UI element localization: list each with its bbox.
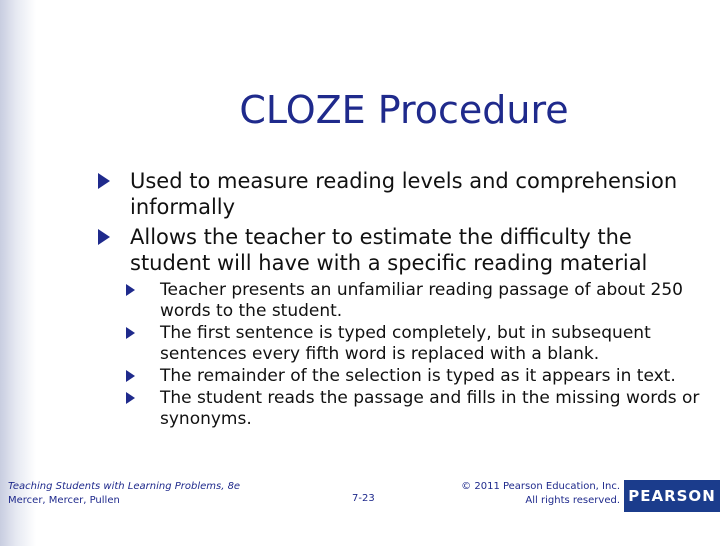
sub-bullet-arrow-icon [126, 392, 135, 404]
sub-bullet-text: The remainder of the selection is typed as it appears in text. [160, 366, 676, 386]
pearson-logo: PEARSON [624, 480, 720, 512]
sub-bullet-arrow-icon [126, 327, 135, 339]
sub-bullet-text: The student reads the passage and fills in the missing words or synonyms. [160, 388, 700, 429]
sub-bullet-arrow-icon [126, 284, 135, 296]
footer-copyright [461, 480, 620, 508]
sub-bullet-item [96, 366, 716, 387]
copyright-line-2: All rights reserved. [525, 495, 620, 506]
slide-content [96, 168, 716, 431]
bullet-text: Used to measure reading levels and comprehension informally [130, 169, 678, 219]
footer-authors: Mercer, Mercer, Pullen [8, 495, 120, 506]
footer-book-title: Teaching Students with Learning Problems, 8e [8, 481, 241, 492]
sub-bullet-item [96, 323, 716, 365]
sub-bullet-text: The first sentence is typed completely, but in subsequent sentences every fifth word is replaced with a blank. [160, 323, 651, 364]
copyright-line-1: © 2011 Pearson Education, Inc. [461, 481, 620, 492]
bullet-item [96, 168, 716, 220]
bullet-arrow-icon [98, 229, 110, 245]
footer-citation [8, 480, 240, 508]
page-number: 7-23 [352, 493, 375, 504]
sub-bullet-item [96, 388, 716, 430]
sub-bullet-text: Teacher presents an unfamiliar reading passage of about 250 words to the student. [160, 280, 683, 321]
side-decoration-bar [0, 0, 36, 546]
bullet-text: Allows the teacher to estimate the difficulty the student will have with a specific reading material [130, 225, 648, 275]
bullet-arrow-icon [98, 173, 110, 189]
sub-bullet-arrow-icon [126, 370, 135, 382]
slide-title: CLOZE Procedure [239, 88, 569, 132]
sub-bullet-item [96, 280, 716, 322]
bullet-item [96, 224, 716, 276]
